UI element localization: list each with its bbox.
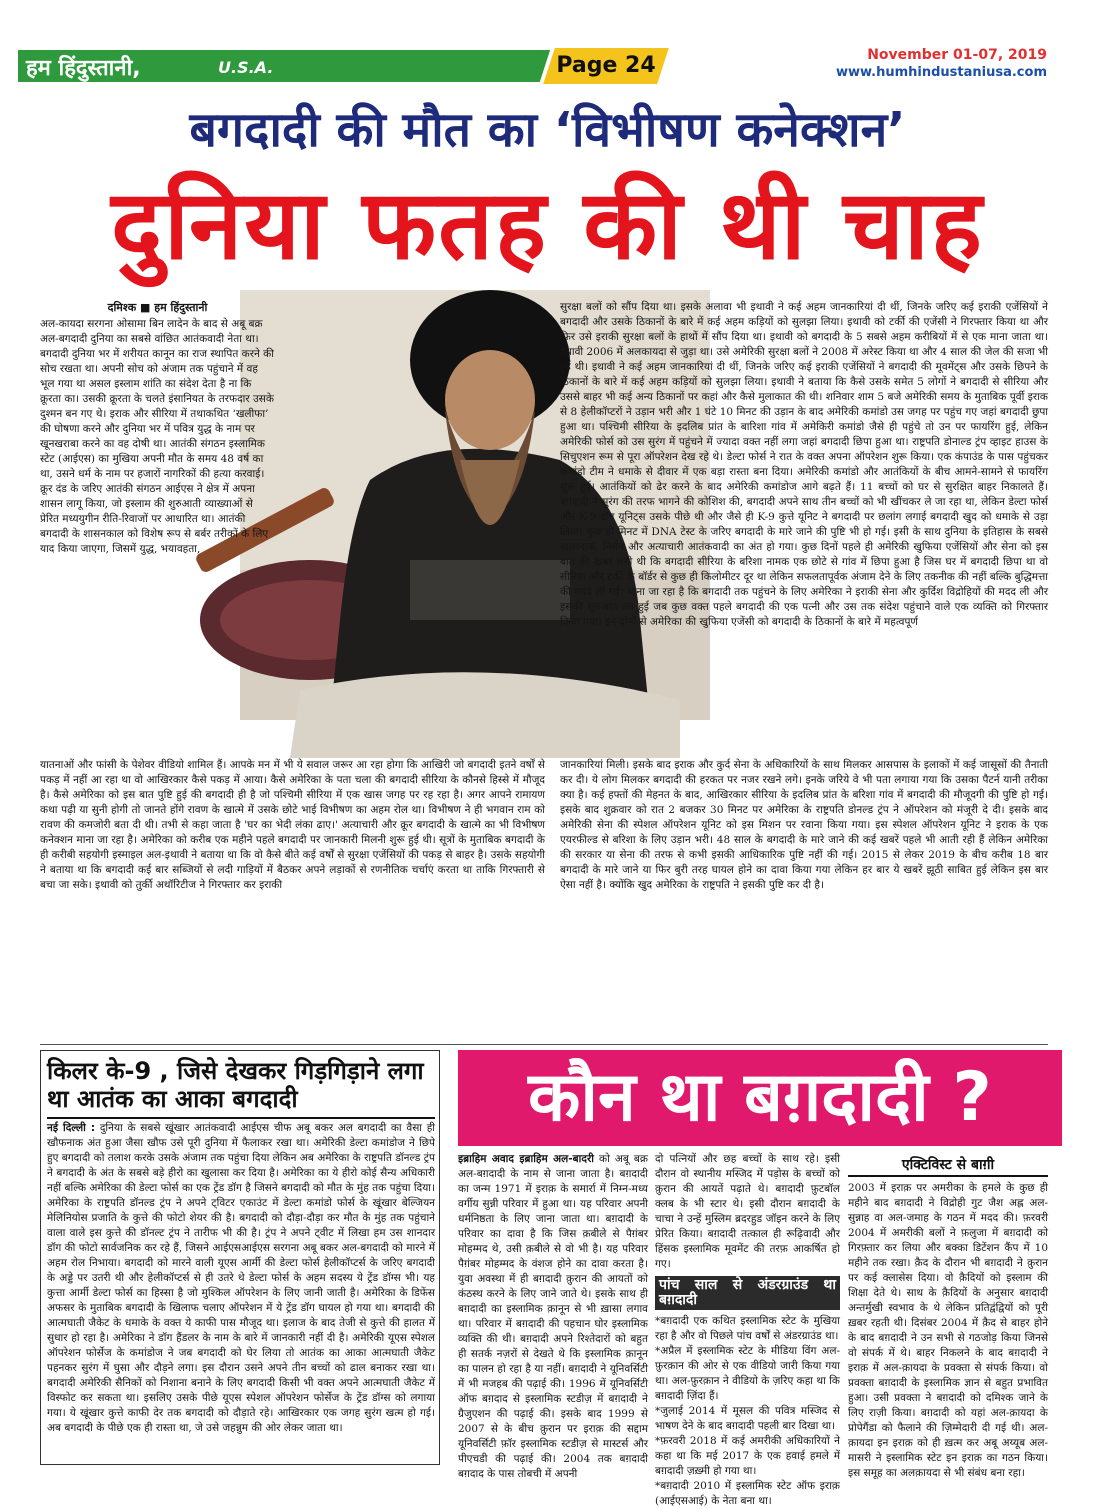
who-col1 <box>458 1152 648 1480</box>
k9-body-text: दुनिया के सबसे खूंखार आतंकवादी आईएस चीफ अबू बकर अल बगदादी का वैसा ही खौफनाक अंत हुआ जैसा खौफ उसे पूरी दुनिया में फैलाकर रखा था। अमेरिकी डेल्टा कमांडोज ने छिपे हुए बगदादी को तलाश करके उसके अंजाम तक पहुंचा दिया लेकिन अब अमेरिका के राष्ट्रपति डॉनल्ड ट्रंप ने बगदादी के अंत के सबसे बड़े हीरो का खुलासा कर दिया है। अमेरिका का ये हीरो कोई सैन्य अधिकारी नहीं बल्कि अमेरिका की डेल्टा फोर्स का एक ट्रेंड डॉग है जिसने बगदादी को मौत के मुंह तक पहुंचा दिया। अमेरिका के राष्ट्रपति डॉनल्ड ट्रंप ने अपने ट्विटर एकाउंट में डेल्टा कमांडो फोर्स के खूंखार बेल्जियन मेलिनियोस प्रजाति के कुत्ते की फोटो शेयर की है। बगदादी को दौड़ा-दौड़ा कर मौत के मुंह तक पहुंचाने वाला वाले इस कुत्ते की डॉनल्ट ट्रंप ने तारीफ भी की है। ट्रंप ने अपने ट्वीट में लिखा हम उस शानदार डॉग की फोटो सार्वजनिक कर रहे हैं, जिसने आईएसआईएस सरगना अबू बकर अल-बगदादी को मारने में अहम रोल निभाया। बगदादी को मारने वाली यूएस आर्मी की डेल्टा फोर्स हेलीकॉप्टर्स के जरिए बगदादी के अड्डे पर उतरी थी और हेलीकॉप्टर्स से ही उतरे थे डेल्टा फोर्स के अहम सदस्य ये ट्रेंड डॉग्स भी। यह कुत्ता आर्मी डेल्टा फोर्स का हिस्सा है जो मुश्किल ऑपरेशन के लिए जानी जाती है। अमेरिका के डिफेंस अफसर के मुताबिक बगदादी के खिलाफ चलाए ऑपरेशन में ये ट्रेंड डॉग घायल हो गया था। बगदादी की आत्मघाती जैकेट के धमाके के वक्त ये काफी पास मौजूद था। इलाज के बाद तेजी से कुत्ते की हालत में सुधार हो रहा है। अमेरिका ने डॉग हैंडलर के नाम के बारे में जानकारी नहीं दी है। अमेरिकी यूएस स्पेशल ऑपरेशन फोर्सेज के कमांडोज ने जब बगदादी को घेर लिया तो आतंक का आका आत्मघाती जैकेट पहनकर सुरंग में घुसा और दौड़ने लगा। इस दौरान उसने अपने तीन बच्चों को ढाल बनाकर रखा था। बगदादी अमेरिकी सैनिकों को निशाना बनाने के लिए बगदादी किसी भी वक्त अपने आत्मघाती जैकेट में विस्फोट कर सकता था। इसलिए उसके पीछे यूएस स्पेशल ऑपरेशन फोर्सेज के ट्रेंड डॉग्स को लगाया गया। ये खूंखार कुत्ते काफी देर तक बगदादी को दौड़ाते रहे। आखिरकार एक जगह सुरंग खत्म हो गई। अब बगदादी के पीछे एक ही रास्ता था, जे उसे जहन्नुम की ओर लेकर जाता था। <box>47 1122 436 1434</box>
k9-body <box>47 1121 435 1461</box>
timeline-item: *बग़दादी एक कथित इस्लामिक स्टेट के मुखिया रहा है और वो पिछले पांच वर्षों से अंडरग्राउंड था। <box>655 1315 840 1342</box>
timeline-item: *फ़रवरी 2018 में कई अमरीकी अधिकारियों ने कहा था कि मई 2017 के एक हवाई हमले में बग़दादी ज़ख़्मी हो गया था। <box>655 1435 840 1477</box>
k9-dateline: नई दिल्ली : <box>47 1122 96 1134</box>
who-col1-text: को अबू बक्र अल-बग़दादी के नाम से जाना जाता है। बग़दादी का जन्म 1971 में इराक़ के समार्रा में निम्न-मध्य वर्गीय सुन्नी परिवार में हुआ था। यह परिवार अपनी धर्मनिष्ठता के लिए जाना जाता था। बग़दादी के परिवार का दावा है कि जिस क़बीले से पैग़ंबर मोहम्मद थे, उसी क़बीले से वो भी है। यह परिवार पैग़ंबर मोहम्मद के वंशज होने का दावा करता है। युवा अवस्था में ही बग़दादी क़ुरान की आयतों को कंठस्थ करने के लिए जाने जाते थे। इसके साथ ही बग़दादी का इस्लामिक क़ानून से भी ख़ासा लगाव था। परिवार में बग़दादी की पहचान घोर इस्लामिक व्यक्ति की थी। बग़दादी अपने रिश्तेदारों को बहुत ही सतर्क नज़रों से देखते थे कि इस्लामिक क़ानून का पालन हो रहा है या नहीं। बग़दादी ने यूनिवर्सिटी में भी मजहब की पढ़ाई की। 1996 में यूनिवर्सिटी ऑफ बग़दाद से इस्लामिक स्टडीज़ में बग़दादी ने ग्रैजुएशन की पढ़ाई की। इसके बाद 1999 से 2007 से के बीच क़ुरान पर इराक़ की सद्दाम यूनिवर्सिटी फ़ॉर इस्लामिक स्टडीज़ से मास्टर्स और पीएचडी की पढ़ाई की। 2004 तक बग़दादी बग़दाद के पास तोबची में अपनी <box>458 1153 648 1480</box>
issue-date: November 01-07, 2019 <box>867 47 1047 63</box>
timeline-item: *बग़दादी 2010 में इस्लामिक स्टेट ऑफ इराक़ (आईएसआई) के नेता बना था। <box>655 1480 840 1507</box>
who-banner: कौन था बग़दादी ? <box>458 1050 1062 1146</box>
masthead-edition: U.S.A. <box>218 58 274 77</box>
lead-byline: दमिश्क ■ हम हिंदुस्तानी <box>107 301 208 314</box>
lead-col-left-text: अल-कायदा सरगना ओसामा बिन लादेन के बाद से अबू बक्र अल-बगदादी दुनिया का सबसे वांछित आतंकवादी नेता था। बगदादी दुनिया भर में शरीयत कानून का राज स्थापित करने की सोच रखता था। अपनी सोच को अंजाम तक पहुंचाने में वह भूल गया था असल इस्लाम शांति का संदेश देता है ना कि क्रूरता का। उसकी क्रूरता के चलते इंसानियत के तरफदार उसके दुश्मन बन गए थे। इराक और सीरिया में तथाकथित ‘खलीफा’ की घोषणा करने और दुनिया भर में पवित्र युद्ध के नाम पर खूनखराबा करने का वह दोषी था। आतंकी संगठन इस्लामिक स्टेट (आईएस) का मुखिया अपनी मौत के समय 48 वर्ष का था, उसने धर्म के नाम पर हजारों नागरिकों की हत्या करवाई। क्रूर दंड के जरिए आतंकी संगठन आईएस ने क्षेत्र में अपना शासन लागू किया, जो इस्लाम की शुरुआती व्याख्याओं से प्रेरित मध्ययुगीन रीति-रिवाजों पर आधारित था। आतंकी बगदादी के शासनकाल को विशेष रूप से बर्बर तरीकों के लिए याद किया जाएगा, जिसमें युद्ध, भयावहता, <box>40 318 274 555</box>
masthead-band <box>18 50 578 82</box>
timeline-item: *जुलाई 2014 में मूसल की पवित्र मस्जिद से भाषण देने के बाद बग़दादी पहली बार दिखा था। <box>655 1405 840 1432</box>
lead-col-right <box>560 300 1048 754</box>
section-divider <box>40 1044 1048 1045</box>
k9-story-box <box>40 1050 440 1465</box>
who-col2 <box>655 1152 840 1507</box>
lead-bottom-left-text: यातनाओं और फांसी के पेशेवर वीडियो शामिल हैं। आपके मन में भी ये सवाल जरूर आ रहा होगा कि आखिरी जो बगदादी इतने वर्षों से पकड़ में नहीं आ रहा था वो आखिरकार कैसे पकड़ में आया। कैसे अमेरिका के पता चला की बगदादी सीरिया के कौनसे हिस्से में मौजूद है। कैसे अमेरिका को इस बात पुष्टि हुई की बगदादी ही है जो पश्चिमी सीरिया में एक खास जगह पर रह रहा है। अगर आपने रामायण कथा पढ़ी या सुनी होगी तो जानते होंगे रावण के खात्मे में उसके छोटे भाई विभीषण का अहम रोल था। विभीषण ने ही भगवान राम को रावण की कमजोरी बता दी थी। तभी से कहा जाता है 'घर का भेदी लंका ढाए।' अत्याचारी और क्रूर बगदादी के खात्मे का भी विभीषण कनेक्शन माना जा रहा है। अमेरिका को करीब एक महीने पहले बगदादी पर जानकारी मिलनी शुरू हुई थी। सूत्रों के मुताबिक बगदादी के ही करीबी सहयोगी इस्माइल अल-इथावी ने बताया था कि वो कैसे बीते कई वर्षों से सुरक्षा एजेंसियों की पकड़ से बाहर है। उसके सहयोगी ने बताया था कि बगदादी कई बार सब्जियों से लदी गाड़ियों में बैठकर अपने लड़ाकों से रणनीतिक चर्चाएं करता था ताकि गिरफ्तारी से बचा जा सके। इथावी को तुर्की अथॉरिटीज ने गिरफ्तार कर इराकी <box>40 759 545 891</box>
masthead-name: हम हिंदुस्तानी, <box>26 56 141 81</box>
lead-bottom-right <box>560 758 1048 1043</box>
lead-col-left <box>40 300 275 750</box>
activist-text: 2003 में इराक़ पर अमरीका के हमले के कुछ ही महीने बाद बग़दादी ने विद्रोही गुट जैश अह्ल अल-सुन्नाह वा अल-जमाह के गठन में मदद की। फ़रवरी 2004 में अमरीकी बलों ने फ़लुजा में बग़दादी को गिरफ़्तार कर लिया और बक्का डिटेंशन कैंप में 10 महीने तक रखा। क़ैद के दौरान भी बग़दादी ने क़ुरान पर कई क्लासेस दिया। वो क़ैदियों को इस्लाम की शिक्षा देते थे। साथ के क़ैदियों के अनुसार बग़दादी अन्तर्मुखी स्वभाव के थे लेकिन प्रतिद्वंद्वियों को पूरी ख़बर रहती थी। दिसंबर 2004 में क़ैद से बाहर होने के बाद बग़दादी ने उन सभी से गठजोड़ किया जिनसे वो संपर्क में थे। बाहर निकलने के बाद बग़दादी ने इराक़ में अल-क़ायदा के प्रवक्ता से संपर्क किया। वो प्रवक्ता बग़दादी के इस्लामिक ज्ञान से बहुत प्रभावित हुआ। उसी प्रवक्ता ने बग़दादी को दमिश्क जाने के लिए राज़ी किया। बग़दादी को यहां अल-क़ायदा के प्रोपेगैंडा को फैलाने की ज़िम्मेदारी दी गई थी। अल-क़ायदा इन इराक़ को ही ख़त्म कर अबू अय्यूब अल-मासरी ने इस्लामिक स्टेट इन इराक़ का गठन किया। इस समूह का अलक़ायदा से भी संबंध बना रहा। <box>848 1182 1048 1479</box>
lead-col-right-text: सुरक्षा बलों को सौंप दिया था। इसके अलावा भी इथावी ने कई अहम जानकारियां दी थीं, जिनके जरिए कई इराकी एजेंसियों ने बगदादी और उसके ठिकानों के बारे में कई अहम कड़ियों को सुलझा लिया। इथावी को टर्की की एजेंसी ने गिरफ्तार किया था और फिर उसे इराकी सुरक्षा बलों के हाथों में सौंप दिया था। इथावी को बगदादी के 5 सबसे अहम करीबियों में से एक माना जाता था। इथावी 2006 में अलकायदा से जुड़ा था। उसे अमेरिकी सुरक्षा बलों ने 2008 में अरेस्ट किया था और 4 साल की जेल की सजा भी हुई थी। इथावी ने कई अहम जानकारियां दी थीं, जिनके जरिए कई इराकी एजेंसियों ने बगदादी की मूवमेंट्स और उसके छिपने के ठिकानों के बारे में कई अहम कड़ियों को सुलझा लिया। इथावी ने बताया कि कैसे उसके समेत 5 लोगों ने बगदादी से सीरिया और उससे बाहर भी कई अन्य ठिकानों पर कहां और कैसे मुलाकात की थी। शनिवार शाम 5 बजे अमेरिकी समय के मुताबिक पूर्वी इराक से 8 हेलीकॉप्टरों ने उड़ान भरी और 1 घंटे 10 मिनट की उड़ान के बाद अमेरिकी कमांडो उस जगह पर पहुंच गए जहां बगदादी छुपा हुआ था। पश्चिमी सीरिया के इदलिब प्रांत के बारिशा गांव में अमेकिरी कमांडो जैसे ही पहुंचे तो उन पर फायरिंग हुई, लेकिन अमेरिकी फोर्स को उस सुरंग में पहुंचने में ज्यादा वक्त नहीं लगा जहां बगदादी छिपा हुआ था। राष्ट्रपति डोनाल्ड ट्रंप व्हाइट हाउस के सिचुएशन रूम से पूरा ऑपरेशन देख रहे थे। डेल्टा फोर्स ने रात के वक्त अपना ऑपरेशन शुरू किया। एक कंपाउंड के पास पहुंचकर कमांडो टीम ने धमाके से दीवार में एक बड़ा रास्ता बना दिया। अमेरिकी कमांडो और आतंकियों के बीच आमने-सामने से फायरिंग शुरू हुई। आतंकियों को ढेर करने के बाद अमेरिकी कमांडोज आगे बढ़ते हैं। 11 बच्चों को घर से सुरक्षित बाहर निकालते हैं। बगदादी ने सुरंग की तरफ भागने की कोशिश की, बगदादी अपने साथ तीन बच्चों को भी खींचकर ले जा रहा था, लेकिन डेल्टा फोर्स और K-9 डॉग यूनिट्स उसके पीछे थी और जैसे ही K-9 कुत्ते यूनिट ने बगदादी पर छलांग लगाई बगदादी खुद को धमाके से उड़ा लिया। कुछ ही मिनट में DNA टेस्ट के जरिए बगदादी के मारे जाने की पुष्टि भी हो गई। इसी के साथ दुनिया के इतिहास के सबसे खतरनाक, निर्मम और अत्याचारी आतंकवादी का अंत हो गया। कुछ दिनों पहले ही अमेरिकी खुफिया एजेंसियों और सेना को इस बात की खबर लगी थी कि बगदादी सीरिया के बरिशा नामक एक छोटे से गांव में छिपा हुआ है जिस घर में बगदादी छिपा था वो सीरिया और टर्की के बॉर्डर से कुछ ही किलोमीटर दूर था लेकिन सफलतापूर्वक अंजाम देने के लिए तकनीक की नहीं बल्कि बुद्धिमत्ता की मदद ली गई। माना जा रहा है कि बगदादी तक पहुंचने के लिए अमेरिका ने इराकी सेना और कुर्दिश विद्रोहियों की मदद ली और इसकी शुरुआत तब हुई जब कुछ वक्त पहले बगदादी की एक पत्नी और उस तक संदेश पहुंचाने वाले एक व्यक्ति को गिरफ्तार किया गया। इन दोनों से अमेरिका की खुफिया एजेंसी को बगदादी के ठिकानों के बारे में महत्वपूर्ण <box>560 301 1048 628</box>
who-col3 <box>848 1152 1048 1479</box>
page-label: Page 24 <box>556 53 656 78</box>
underground-subhead: पांच साल से अंडरग्राउंड था बग़दादी <box>655 1276 840 1310</box>
activist-subhead: एक्टिविस्ट से बाग़ी <box>848 1156 1048 1177</box>
k9-headline: किलर के-9 , जिसे देखकर गिड़गिड़ाने लगा था आतंक का आका बगदादी <box>47 1057 435 1119</box>
lead-kicker: बगदादी की मौत का ‘विभीषण कनेक्शन’ <box>189 102 906 158</box>
dateline <box>836 46 1047 82</box>
lead-bottom-right-text: जानकारियां मिली। इसके बाद इराक और कुर्द सेना के अधिकारियों के साथ मिलकर आसपास के इलाकों में कई जासूसों की तैनाती कर दी। ये लोग मिलकर बगदादी की हरकत पर नजर रखने लगे। इनके जरिये वे भी पता लगाया गया कि उसका पैटर्न यानी तरीका क्या है। कई हफ्तों की मेहनत के बाद, आखिरकार सीरिया के इदलिब प्रांत के बरिशा गांव में बगदादी की मौजूदगी की पुष्टि हो गई। इसके बाद शुक्रवार को रात 2 बजकर 30 मिनट पर अमेरिका के राष्ट्रपति डोनल्ड ट्रंप ने ऑपरेशन को मंजूरी दे दी। इसके बाद अमेरिकी सेना की स्पेशल ऑपरेशन यूनिट को इस मिशन पर रवाना किया गया। इस स्पेशल ऑपरेशन यूनिट ने इराक के एक एयरफील्ड से बरिशा के लिए उड़ान भरी। 48 साल के बगदादी के मारे जाने की कई खबरें पहले भी आती रही हैं लेकिन अमेरिका की सरकार या सेना की तरफ से कभी इसकी आधिकारिक पुष्टि नहीं की गई। 2015 से लेकर 2019 के बीच करीब 18 बार बगदादी के मारे जाने या फिर बुरी तरह घायल होने का दावा किया गया लेकिन हर बार ये खबरें झूठी साबित हुई लेकिन इस बार ऐसा नहीं है। क्योंकि खुद अमेरिका के राष्ट्रपति ने इसकी पुष्टि कर दी है। <box>560 759 1048 891</box>
lead-bottom-left <box>40 758 545 1043</box>
website-link[interactable]: www.humhindustaniusa.com <box>835 65 1047 80</box>
who-col1-lead: इब्राहिम अवाद इब्राहिम अल-बादरी <box>458 1153 594 1165</box>
page-number-tab <box>539 48 669 84</box>
lead-headline: दुनिया फतह की थी चाह <box>111 169 984 281</box>
who-col2-text: दो पत्नियों और छह बच्चों के साथ रहे। इसी दौरान वो स्थानीय मस्जिद में पड़ोस के बच्चों को क़ुरान की आयतें पढ़ाते थे। बग़दादी फ़ुटबॉल क्लब के भी स्टार थे। इसी दौरान बग़दादी के चाचा ने उन्हें मुस्लिम ब्रदरहुड जॉइन करने के लिए प्रेरित किया। बग़दादी तत्काल ही रूढ़िवादी और हिंसक इस्लामिक मूवमेंट की तरफ़ आकर्षित हो गए। <box>655 1153 840 1270</box>
timeline-item: *अप्रैल में इस्लामिक स्टेट के मीडिया विंग अल-फ़ुरक़ान की ओर से एक वीडियो जारी किया गया था। अल-फ़ुरक़ान ने वीडियो के ज़रिए कहा था कि बग़दादी ज़िंदा हैं। <box>655 1345 840 1402</box>
